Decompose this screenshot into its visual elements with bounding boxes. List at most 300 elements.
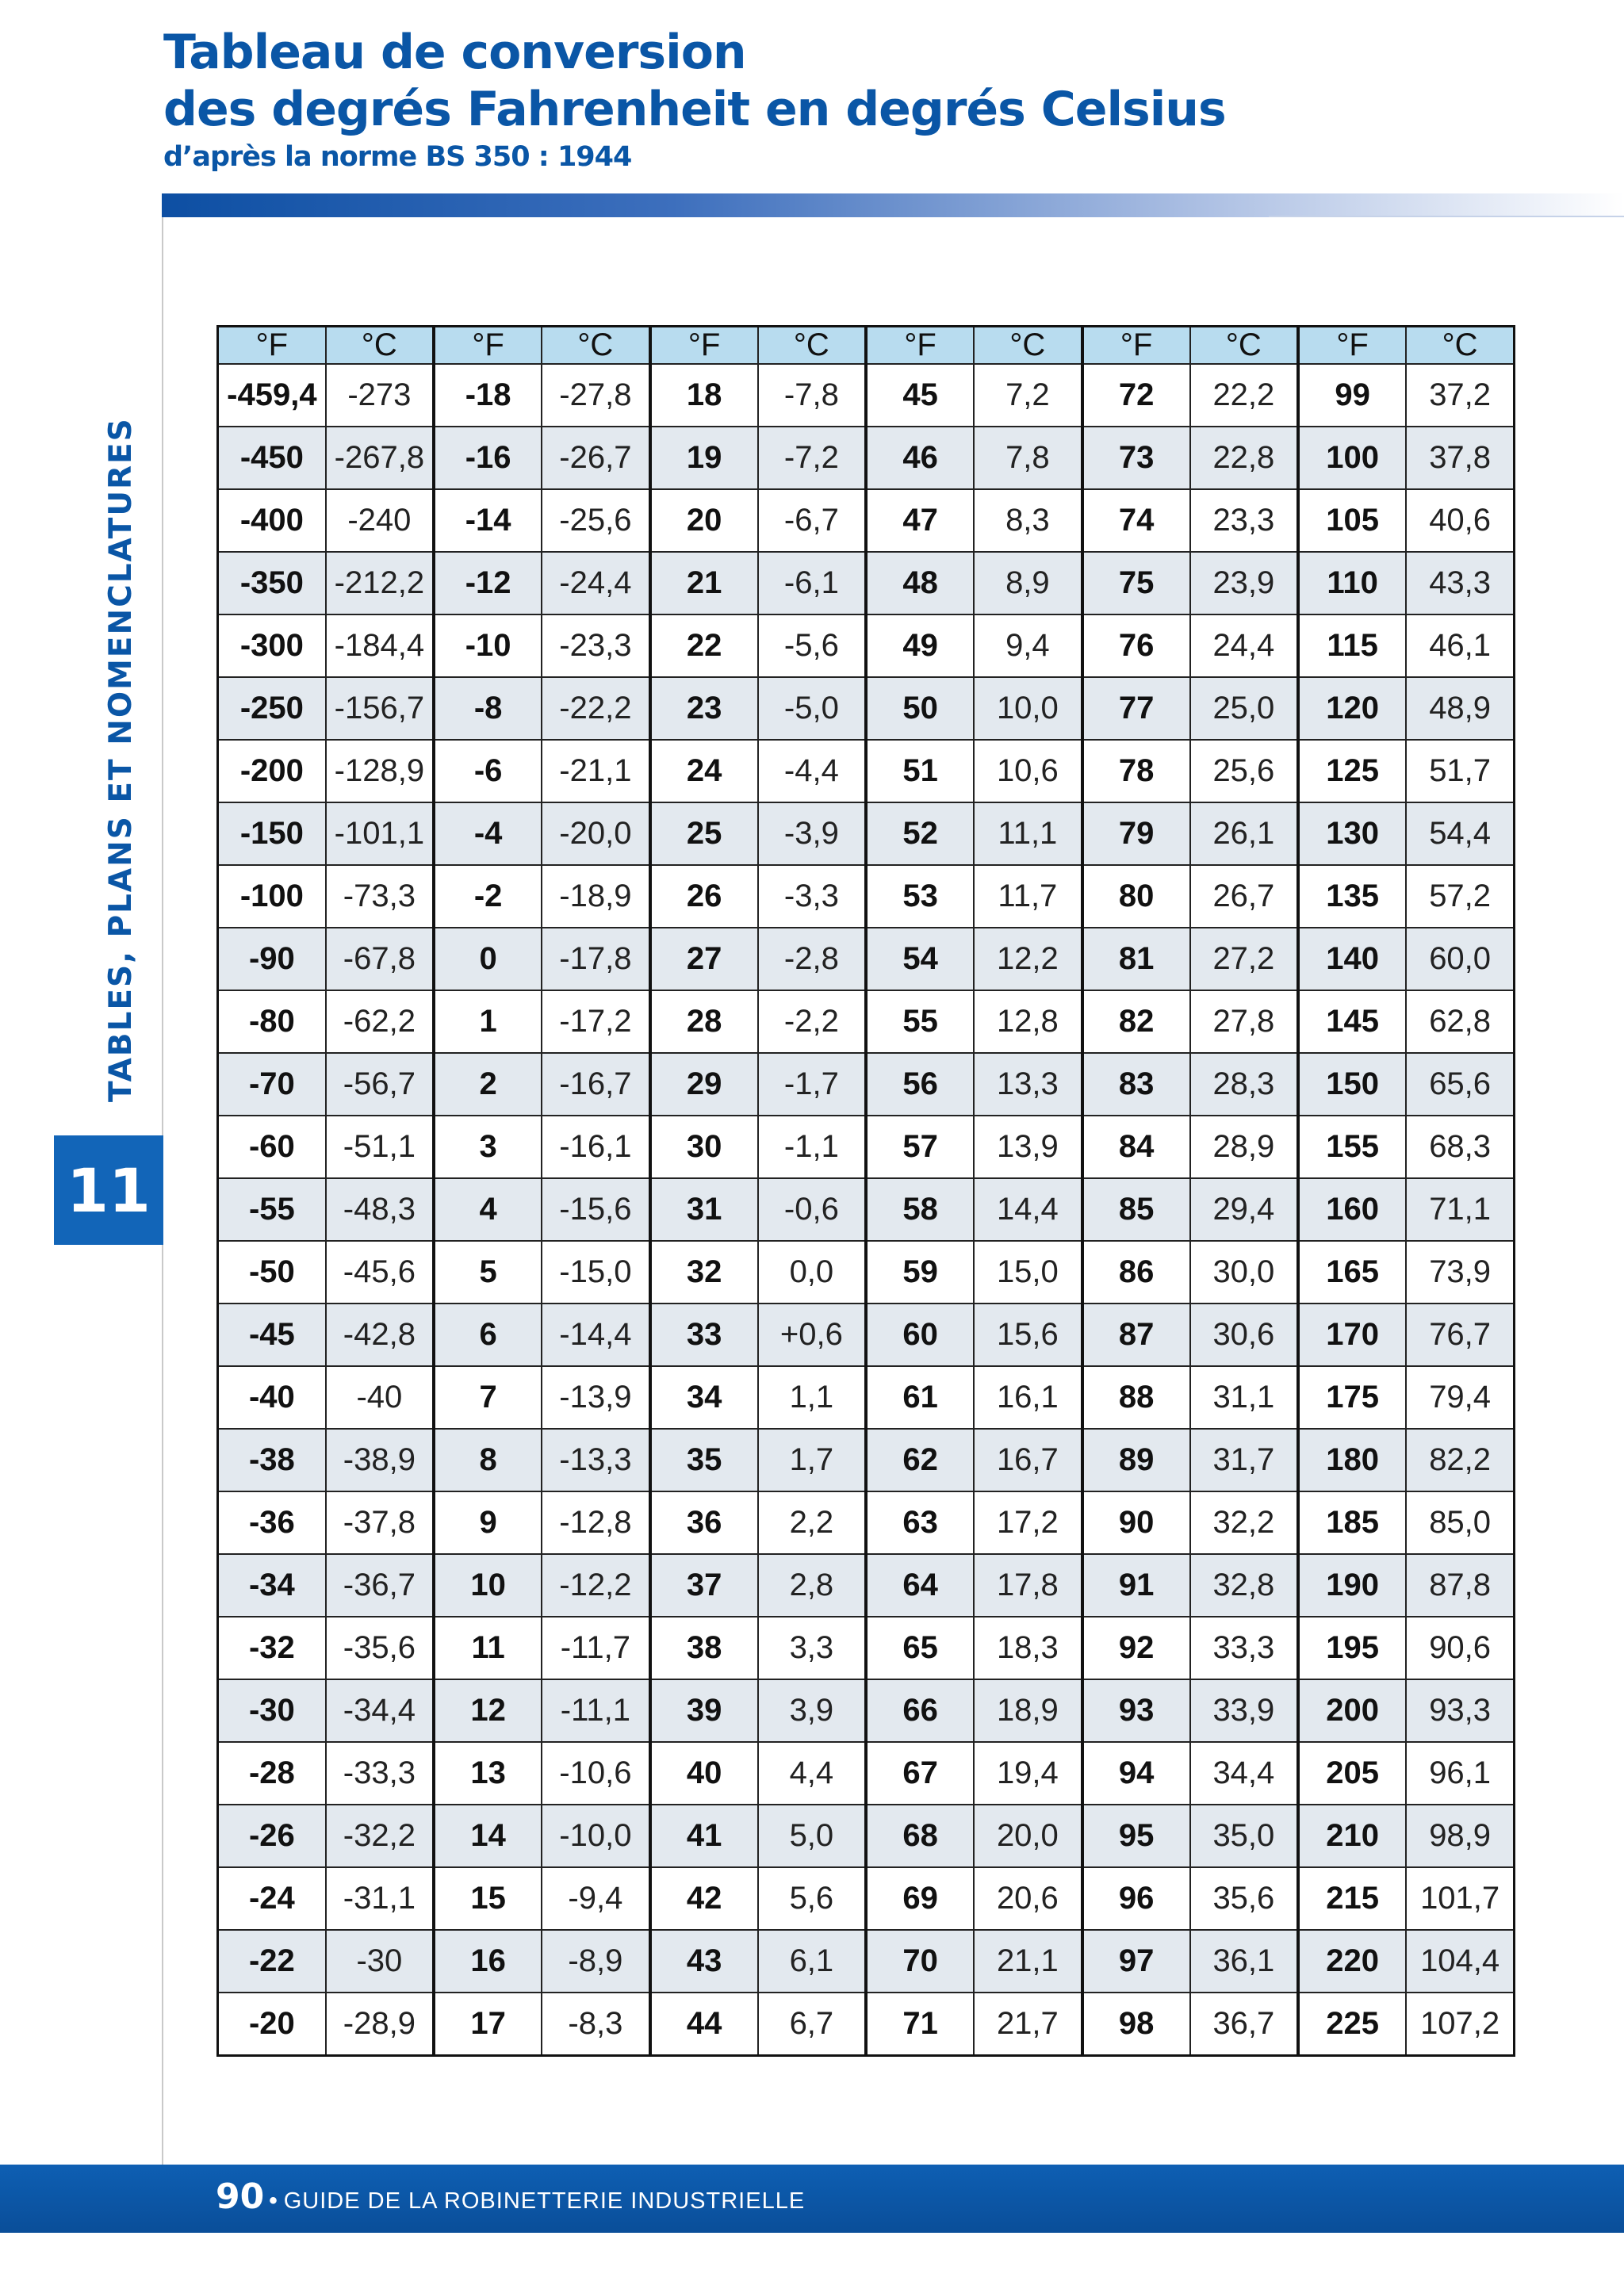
fahrenheit-cell: -28	[218, 1742, 326, 1805]
celsius-cell: -4,4	[758, 740, 866, 802]
celsius-cell: 15,0	[974, 1241, 1082, 1304]
header-rule	[1269, 216, 1624, 217]
fahrenheit-cell: 77	[1082, 677, 1190, 740]
celsius-cell: 2,8	[758, 1554, 866, 1617]
footer-separator: •	[269, 2188, 278, 2214]
page-subtitle: d’après la norme BS 350 : 1944	[163, 141, 632, 173]
celsius-cell: -128,9	[326, 740, 434, 802]
celsius-cell: 12,2	[974, 928, 1082, 990]
fahrenheit-cell: 140	[1298, 928, 1406, 990]
celsius-cell: -101,1	[326, 802, 434, 865]
celsius-cell: 76,7	[1406, 1304, 1514, 1366]
fahrenheit-cell: 155	[1298, 1116, 1406, 1178]
celsius-cell: 18,9	[974, 1679, 1082, 1742]
column-header-celsius: °C	[1190, 327, 1298, 365]
fahrenheit-cell: 46	[866, 427, 974, 489]
fahrenheit-cell: 195	[1298, 1617, 1406, 1679]
fahrenheit-cell: 55	[866, 990, 974, 1053]
fahrenheit-cell: 80	[1082, 865, 1190, 928]
celsius-cell: -42,8	[326, 1304, 434, 1366]
celsius-cell: -62,2	[326, 990, 434, 1053]
celsius-cell: 32,8	[1190, 1554, 1298, 1617]
fahrenheit-cell: 33	[650, 1304, 758, 1366]
fahrenheit-cell: 125	[1298, 740, 1406, 802]
celsius-cell: 11,1	[974, 802, 1082, 865]
celsius-cell: -40	[326, 1366, 434, 1429]
celsius-cell: 4,4	[758, 1742, 866, 1805]
table-row	[218, 1993, 1515, 2056]
celsius-cell: -16,7	[542, 1053, 649, 1116]
celsius-cell: -15,6	[542, 1178, 649, 1241]
fahrenheit-cell: 170	[1298, 1304, 1406, 1366]
celsius-cell: -22,2	[542, 677, 649, 740]
fahrenheit-cell: 220	[1298, 1930, 1406, 1993]
fahrenheit-cell: 26	[650, 865, 758, 928]
celsius-cell: 18,3	[974, 1617, 1082, 1679]
celsius-cell: 28,3	[1190, 1053, 1298, 1116]
celsius-cell: -267,8	[326, 427, 434, 489]
celsius-cell: +0,6	[758, 1304, 866, 1366]
celsius-cell: 71,1	[1406, 1178, 1514, 1241]
table-row	[218, 1617, 1515, 1679]
celsius-cell: -23,3	[542, 614, 649, 677]
fahrenheit-cell: 10	[434, 1554, 542, 1617]
fahrenheit-cell: 52	[866, 802, 974, 865]
celsius-cell: -1,7	[758, 1053, 866, 1116]
fahrenheit-cell: -55	[218, 1178, 326, 1241]
fahrenheit-cell: 79	[1082, 802, 1190, 865]
fahrenheit-cell: -22	[218, 1930, 326, 1993]
celsius-cell: 24,4	[1190, 614, 1298, 677]
celsius-cell: 23,3	[1190, 489, 1298, 552]
table-row	[218, 802, 1515, 865]
celsius-cell: -36,7	[326, 1554, 434, 1617]
fahrenheit-cell: 74	[1082, 489, 1190, 552]
fahrenheit-cell: -100	[218, 865, 326, 928]
celsius-cell: 60,0	[1406, 928, 1514, 990]
fahrenheit-cell: -50	[218, 1241, 326, 1304]
celsius-cell: -5,0	[758, 677, 866, 740]
celsius-cell: -13,3	[542, 1429, 649, 1491]
celsius-cell: 19,4	[974, 1742, 1082, 1805]
celsius-cell: 28,9	[1190, 1116, 1298, 1178]
fahrenheit-cell: 160	[1298, 1178, 1406, 1241]
fahrenheit-cell: 2	[434, 1053, 542, 1116]
celsius-cell: 7,2	[974, 364, 1082, 427]
celsius-cell: 31,1	[1190, 1366, 1298, 1429]
celsius-cell: -6,7	[758, 489, 866, 552]
celsius-cell: 26,1	[1190, 802, 1298, 865]
celsius-cell: 68,3	[1406, 1116, 1514, 1178]
celsius-cell: 30,0	[1190, 1241, 1298, 1304]
celsius-cell: 8,3	[974, 489, 1082, 552]
fahrenheit-cell: -34	[218, 1554, 326, 1617]
table-row	[218, 677, 1515, 740]
celsius-cell: 33,9	[1190, 1679, 1298, 1742]
fahrenheit-cell: -350	[218, 552, 326, 614]
celsius-cell: -7,2	[758, 427, 866, 489]
fahrenheit-cell: 7	[434, 1366, 542, 1429]
fahrenheit-cell: -60	[218, 1116, 326, 1178]
fahrenheit-cell: 65	[866, 1617, 974, 1679]
fahrenheit-cell: 135	[1298, 865, 1406, 928]
celsius-cell: -156,7	[326, 677, 434, 740]
celsius-cell: -7,8	[758, 364, 866, 427]
fahrenheit-cell: 58	[866, 1178, 974, 1241]
fahrenheit-cell: 31	[650, 1178, 758, 1241]
fahrenheit-cell: 14	[434, 1805, 542, 1867]
table-row	[218, 1679, 1515, 1742]
celsius-cell: -33,3	[326, 1742, 434, 1805]
celsius-cell: 3,9	[758, 1679, 866, 1742]
fahrenheit-cell: 92	[1082, 1617, 1190, 1679]
celsius-cell: 37,2	[1406, 364, 1514, 427]
celsius-cell: -0,6	[758, 1178, 866, 1241]
fahrenheit-cell: 54	[866, 928, 974, 990]
celsius-cell: -30	[326, 1930, 434, 1993]
fahrenheit-cell: 99	[1298, 364, 1406, 427]
fahrenheit-cell: 30	[650, 1116, 758, 1178]
fahrenheit-cell: 32	[650, 1241, 758, 1304]
celsius-cell: -10,0	[542, 1805, 649, 1867]
fahrenheit-cell: 81	[1082, 928, 1190, 990]
celsius-cell: 22,8	[1190, 427, 1298, 489]
celsius-cell: -14,4	[542, 1304, 649, 1366]
celsius-cell: 21,1	[974, 1930, 1082, 1993]
fahrenheit-cell: 57	[866, 1116, 974, 1178]
fahrenheit-cell: 9	[434, 1491, 542, 1554]
fahrenheit-cell: 120	[1298, 677, 1406, 740]
celsius-cell: -2,8	[758, 928, 866, 990]
table-row	[218, 614, 1515, 677]
celsius-cell: -3,3	[758, 865, 866, 928]
fahrenheit-cell: 76	[1082, 614, 1190, 677]
fahrenheit-cell: -38	[218, 1429, 326, 1491]
celsius-cell: -13,9	[542, 1366, 649, 1429]
celsius-cell: 17,2	[974, 1491, 1082, 1554]
celsius-cell: -35,6	[326, 1617, 434, 1679]
table-body	[218, 364, 1515, 2056]
column-header-fahrenheit: °F	[1082, 327, 1190, 365]
fahrenheit-cell: 110	[1298, 552, 1406, 614]
fahrenheit-cell: 180	[1298, 1429, 1406, 1491]
fahrenheit-cell: 13	[434, 1742, 542, 1805]
fahrenheit-cell: 86	[1082, 1241, 1190, 1304]
celsius-cell: 98,9	[1406, 1805, 1514, 1867]
celsius-cell: 16,1	[974, 1366, 1082, 1429]
celsius-cell: 17,8	[974, 1554, 1082, 1617]
celsius-cell: 22,2	[1190, 364, 1298, 427]
fahrenheit-cell: 87	[1082, 1304, 1190, 1366]
fahrenheit-cell: 105	[1298, 489, 1406, 552]
celsius-cell: -27,8	[542, 364, 649, 427]
fahrenheit-cell: 71	[866, 1993, 974, 2056]
column-header-celsius: °C	[326, 327, 434, 365]
fahrenheit-cell: 8	[434, 1429, 542, 1491]
fahrenheit-cell: 24	[650, 740, 758, 802]
fahrenheit-cell: 11	[434, 1617, 542, 1679]
fahrenheit-cell: -18	[434, 364, 542, 427]
page-title	[163, 24, 1591, 138]
table-row	[218, 1930, 1515, 1993]
fahrenheit-cell: 1	[434, 990, 542, 1053]
celsius-cell: 35,0	[1190, 1805, 1298, 1867]
fahrenheit-cell: 85	[1082, 1178, 1190, 1241]
celsius-cell: 8,9	[974, 552, 1082, 614]
fahrenheit-cell: 145	[1298, 990, 1406, 1053]
celsius-cell: 30,6	[1190, 1304, 1298, 1366]
fahrenheit-cell: 38	[650, 1617, 758, 1679]
column-header-celsius: °C	[758, 327, 866, 365]
fahrenheit-cell: 28	[650, 990, 758, 1053]
footer-text	[216, 2176, 805, 2217]
fahrenheit-cell: 39	[650, 1679, 758, 1742]
fahrenheit-cell: 0	[434, 928, 542, 990]
celsius-cell: 46,1	[1406, 614, 1514, 677]
fahrenheit-cell: 64	[866, 1554, 974, 1617]
celsius-cell: -16,1	[542, 1116, 649, 1178]
column-header-celsius: °C	[542, 327, 649, 365]
column-header-fahrenheit: °F	[218, 327, 326, 365]
celsius-cell: 101,7	[1406, 1867, 1514, 1930]
fahrenheit-cell: 4	[434, 1178, 542, 1241]
column-header-fahrenheit: °F	[434, 327, 542, 365]
celsius-cell: 90,6	[1406, 1617, 1514, 1679]
celsius-cell: 3,3	[758, 1617, 866, 1679]
fahrenheit-cell: -2	[434, 865, 542, 928]
fahrenheit-cell: -4	[434, 802, 542, 865]
celsius-cell: 13,3	[974, 1053, 1082, 1116]
fahrenheit-cell: 3	[434, 1116, 542, 1178]
fahrenheit-cell: 15	[434, 1867, 542, 1930]
celsius-cell: 15,6	[974, 1304, 1082, 1366]
celsius-cell: 40,6	[1406, 489, 1514, 552]
celsius-cell: -37,8	[326, 1491, 434, 1554]
celsius-cell: 73,9	[1406, 1241, 1514, 1304]
celsius-cell: -11,7	[542, 1617, 649, 1679]
fahrenheit-cell: 75	[1082, 552, 1190, 614]
celsius-cell: -3,9	[758, 802, 866, 865]
celsius-cell: 12,8	[974, 990, 1082, 1053]
page-number: 90	[216, 2176, 265, 2217]
celsius-cell: 11,7	[974, 865, 1082, 928]
celsius-cell: -28,9	[326, 1993, 434, 2056]
fahrenheit-cell: 68	[866, 1805, 974, 1867]
celsius-cell: -38,9	[326, 1429, 434, 1491]
fahrenheit-cell: 70	[866, 1930, 974, 1993]
table-row	[218, 740, 1515, 802]
fahrenheit-cell: -300	[218, 614, 326, 677]
fahrenheit-cell: -200	[218, 740, 326, 802]
fahrenheit-cell: 17	[434, 1993, 542, 2056]
celsius-cell: 16,7	[974, 1429, 1082, 1491]
fahrenheit-cell: 43	[650, 1930, 758, 1993]
celsius-cell: -17,8	[542, 928, 649, 990]
fahrenheit-cell: 19	[650, 427, 758, 489]
fahrenheit-cell: 165	[1298, 1241, 1406, 1304]
celsius-cell: 27,2	[1190, 928, 1298, 990]
fahrenheit-cell: 36	[650, 1491, 758, 1554]
celsius-cell: -24,4	[542, 552, 649, 614]
table-row	[218, 1805, 1515, 1867]
celsius-cell: -21,1	[542, 740, 649, 802]
fahrenheit-cell: 50	[866, 677, 974, 740]
footer-guide-title: GUIDE DE LA ROBINETTERIE INDUSTRIELLE	[283, 2188, 806, 2214]
celsius-cell: -25,6	[542, 489, 649, 552]
fahrenheit-cell: 66	[866, 1679, 974, 1742]
table-row	[218, 1304, 1515, 1366]
celsius-cell: 5,0	[758, 1805, 866, 1867]
celsius-cell: -26,7	[542, 427, 649, 489]
fahrenheit-cell: 94	[1082, 1742, 1190, 1805]
fahrenheit-cell: -45	[218, 1304, 326, 1366]
fahrenheit-cell: 88	[1082, 1366, 1190, 1429]
celsius-cell: -240	[326, 489, 434, 552]
fahrenheit-cell: 5	[434, 1241, 542, 1304]
celsius-cell: 51,7	[1406, 740, 1514, 802]
fahrenheit-cell: -400	[218, 489, 326, 552]
fahrenheit-cell: 47	[866, 489, 974, 552]
fahrenheit-cell: 93	[1082, 1679, 1190, 1742]
fahrenheit-cell: 82	[1082, 990, 1190, 1053]
fahrenheit-cell: -12	[434, 552, 542, 614]
fahrenheit-cell: 73	[1082, 427, 1190, 489]
celsius-cell: 6,7	[758, 1993, 866, 2056]
celsius-cell: 43,3	[1406, 552, 1514, 614]
header-gradient-bar	[162, 193, 1624, 217]
celsius-cell: 35,6	[1190, 1867, 1298, 1930]
conversion-table	[216, 325, 1515, 2057]
celsius-cell: 29,4	[1190, 1178, 1298, 1241]
celsius-cell: 31,7	[1190, 1429, 1298, 1491]
fahrenheit-cell: 83	[1082, 1053, 1190, 1116]
column-header-celsius: °C	[1406, 327, 1514, 365]
fahrenheit-cell: -26	[218, 1805, 326, 1867]
fahrenheit-cell: 25	[650, 802, 758, 865]
celsius-cell: 23,9	[1190, 552, 1298, 614]
fahrenheit-cell: 225	[1298, 1993, 1406, 2056]
fahrenheit-cell: 95	[1082, 1805, 1190, 1867]
fahrenheit-cell: -40	[218, 1366, 326, 1429]
celsius-cell: 21,7	[974, 1993, 1082, 2056]
fahrenheit-cell: -32	[218, 1617, 326, 1679]
table-row	[218, 1429, 1515, 1491]
celsius-cell: -8,9	[542, 1930, 649, 1993]
table-row	[218, 1178, 1515, 1241]
fahrenheit-cell: -8	[434, 677, 542, 740]
fahrenheit-cell: -80	[218, 990, 326, 1053]
table-row	[218, 865, 1515, 928]
celsius-cell: 54,4	[1406, 802, 1514, 865]
fahrenheit-cell: 59	[866, 1241, 974, 1304]
celsius-cell: -9,4	[542, 1867, 649, 1930]
celsius-cell: -8,3	[542, 1993, 649, 2056]
fahrenheit-cell: -14	[434, 489, 542, 552]
fahrenheit-cell: 210	[1298, 1805, 1406, 1867]
celsius-cell: 10,0	[974, 677, 1082, 740]
fahrenheit-cell: 42	[650, 1867, 758, 1930]
celsius-cell: 20,0	[974, 1805, 1082, 1867]
celsius-cell: -17,2	[542, 990, 649, 1053]
table-row	[218, 489, 1515, 552]
celsius-cell: -15,0	[542, 1241, 649, 1304]
table-row	[218, 928, 1515, 990]
fahrenheit-cell: 21	[650, 552, 758, 614]
fahrenheit-cell: 61	[866, 1366, 974, 1429]
celsius-cell: 25,6	[1190, 740, 1298, 802]
fahrenheit-cell: 72	[1082, 364, 1190, 427]
column-header-fahrenheit: °F	[650, 327, 758, 365]
table-header	[218, 327, 1515, 365]
fahrenheit-cell: 27	[650, 928, 758, 990]
fahrenheit-cell: 40	[650, 1742, 758, 1805]
fahrenheit-cell: 23	[650, 677, 758, 740]
celsius-cell: -34,4	[326, 1679, 434, 1742]
fahrenheit-cell: 67	[866, 1742, 974, 1805]
fahrenheit-cell: -150	[218, 802, 326, 865]
fahrenheit-cell: 44	[650, 1993, 758, 2056]
celsius-cell: -45,6	[326, 1241, 434, 1304]
fahrenheit-cell: -24	[218, 1867, 326, 1930]
fahrenheit-cell: 98	[1082, 1993, 1190, 2056]
celsius-cell: 6,1	[758, 1930, 866, 1993]
celsius-cell: 9,4	[974, 614, 1082, 677]
celsius-cell: -12,2	[542, 1554, 649, 1617]
celsius-cell: 7,8	[974, 427, 1082, 489]
table-row	[218, 552, 1515, 614]
celsius-cell: -48,3	[326, 1178, 434, 1241]
celsius-cell: 85,0	[1406, 1491, 1514, 1554]
fahrenheit-cell: 16	[434, 1930, 542, 1993]
celsius-cell: 27,8	[1190, 990, 1298, 1053]
celsius-cell: -20,0	[542, 802, 649, 865]
fahrenheit-cell: 89	[1082, 1429, 1190, 1491]
celsius-cell: 62,8	[1406, 990, 1514, 1053]
celsius-cell: 37,8	[1406, 427, 1514, 489]
fahrenheit-cell: 56	[866, 1053, 974, 1116]
celsius-cell: 10,6	[974, 740, 1082, 802]
fahrenheit-cell: 35	[650, 1429, 758, 1491]
celsius-cell: 36,1	[1190, 1930, 1298, 1993]
fahrenheit-cell: 53	[866, 865, 974, 928]
fahrenheit-cell: 100	[1298, 427, 1406, 489]
fahrenheit-cell: -450	[218, 427, 326, 489]
celsius-cell: 14,4	[974, 1178, 1082, 1241]
fahrenheit-cell: 175	[1298, 1366, 1406, 1429]
celsius-cell: 0,0	[758, 1241, 866, 1304]
fahrenheit-cell: 60	[866, 1304, 974, 1366]
table-row	[218, 1867, 1515, 1930]
celsius-cell: -67,8	[326, 928, 434, 990]
celsius-cell: 48,9	[1406, 677, 1514, 740]
celsius-cell: -212,2	[326, 552, 434, 614]
fahrenheit-cell: 22	[650, 614, 758, 677]
celsius-cell: 13,9	[974, 1116, 1082, 1178]
celsius-cell: 79,4	[1406, 1366, 1514, 1429]
fahrenheit-cell: 115	[1298, 614, 1406, 677]
table-row	[218, 1554, 1515, 1617]
fahrenheit-cell: 215	[1298, 1867, 1406, 1930]
celsius-cell: 34,4	[1190, 1742, 1298, 1805]
fahrenheit-cell: 34	[650, 1366, 758, 1429]
fahrenheit-cell: 69	[866, 1867, 974, 1930]
fahrenheit-cell: 84	[1082, 1116, 1190, 1178]
fahrenheit-cell: 63	[866, 1491, 974, 1554]
celsius-cell: 93,3	[1406, 1679, 1514, 1742]
fahrenheit-cell: 97	[1082, 1930, 1190, 1993]
table-row	[218, 1053, 1515, 1116]
chapter-number-badge: 11	[54, 1135, 163, 1245]
